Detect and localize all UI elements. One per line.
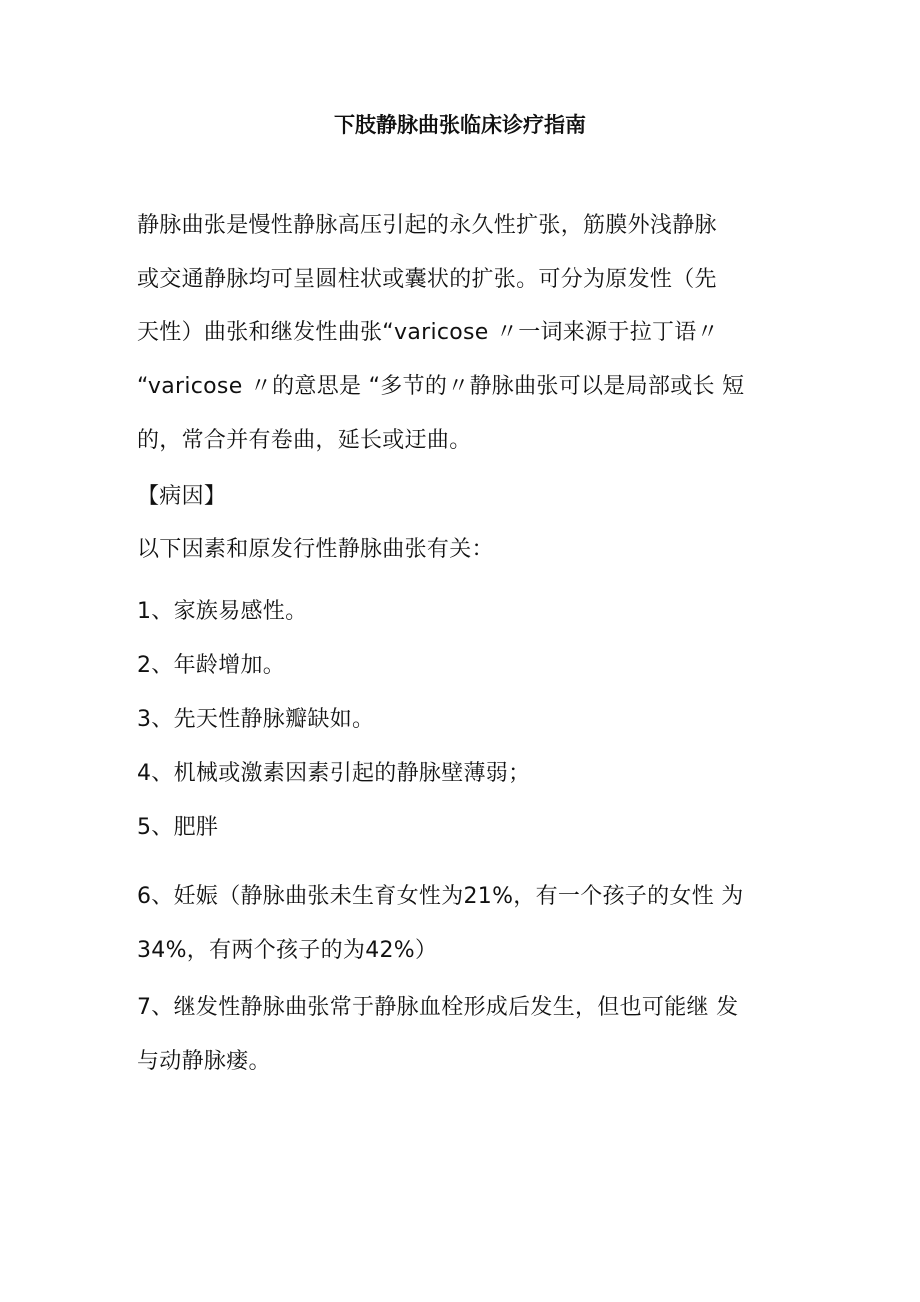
list-item: 7、继发性静脉曲张常于静脉血栓形成后发生，但也可能继 发 [137, 995, 739, 1020]
intro-line: 天性）曲张和继发性曲张“varicose 〃一词来源于拉丁语〃 [137, 320, 719, 345]
list-item: 34%，有两个孩子的为42%） [137, 938, 438, 963]
list-item: 3、先天性静脉瓣缺如。 [137, 707, 375, 732]
intro-line: 静脉曲张是慢性静脉高压引起的永久性扩张，筋膜外浅静脉 [137, 213, 717, 238]
list-item: 1、家族易感性。 [137, 599, 308, 624]
intro-line: 的，常合并有卷曲，延长或迂曲。 [137, 428, 472, 453]
section-heading: 【病因】 [137, 484, 227, 509]
list-item: 6、妊娠（静脉曲张未生育女性为21%，有一个孩子的女性 为 [137, 884, 744, 909]
list-item: 2、年龄增加。 [137, 653, 286, 678]
section-intro: 以下因素和原发行性静脉曲张有关： [137, 537, 494, 562]
list-item: 与动静脉瘘。 [137, 1049, 271, 1074]
list-item: 4、机械或激素因素引起的静脉壁薄弱； [137, 761, 531, 786]
list-item: 5、肥胖 [137, 815, 219, 840]
intro-line: “varicose 〃的意思是 “多节的〃静脉曲张可以是局部或长 短 [137, 374, 745, 399]
intro-line: 或交通静脉均可呈圆柱状或囊状的扩张。可分为原发性（先 [137, 267, 717, 292]
document-title: 下肢静脉曲张临床诊疗指南 [334, 113, 586, 137]
